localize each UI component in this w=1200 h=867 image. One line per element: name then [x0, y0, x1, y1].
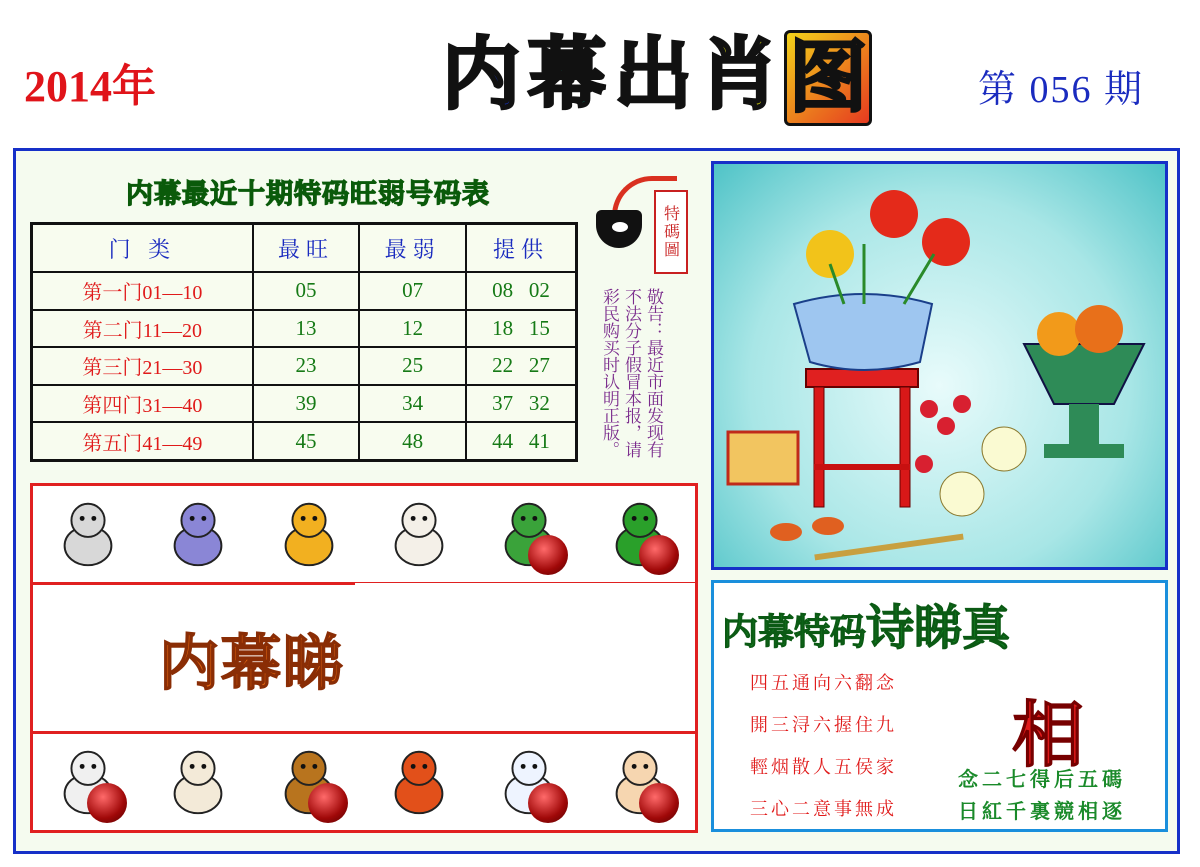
- table-row: [32, 310, 577, 348]
- poem-title: [722, 589, 1010, 658]
- provide-cell: 08 02: [466, 272, 577, 310]
- snake-icon: [599, 493, 681, 575]
- rooster-icon: [378, 741, 460, 823]
- group-cell: 第五门41—49: [32, 422, 253, 460]
- hot-cell: 45: [253, 422, 360, 460]
- title-char-2: 幕: [528, 30, 607, 120]
- goat-icon: [157, 741, 239, 823]
- provide-cell: 37 32: [466, 385, 577, 423]
- title-char-4: 肖: [700, 30, 779, 120]
- red-ball-marker: [639, 535, 679, 575]
- title-char-1: 内: [442, 30, 521, 120]
- poem-line: 四五通向六翻念: [750, 673, 897, 694]
- zodiac-top-row: [33, 486, 695, 582]
- header-cold: 最弱: [359, 224, 466, 273]
- group-cell: 第四门31—40: [32, 385, 253, 423]
- dragon-icon: [488, 493, 570, 575]
- still-life-image: [714, 164, 1165, 567]
- group-cell: 第二门11—20: [32, 310, 253, 348]
- poem-tail-line: 日紅千裏競相逐: [958, 799, 1126, 823]
- hot-cell: 13: [253, 310, 360, 348]
- hot-cell: 23: [253, 347, 360, 385]
- header-hot: 最旺: [253, 224, 360, 273]
- cold-cell: 34: [359, 385, 466, 423]
- page-title: [440, 30, 872, 126]
- hot-cell: 39: [253, 385, 360, 423]
- header-group: 门 类: [32, 224, 253, 273]
- red-ball-marker: [87, 783, 127, 823]
- flower-painting: [711, 161, 1168, 570]
- badge-label: 特碼圖: [654, 190, 688, 274]
- poem-line: 三心二意事無成: [750, 799, 897, 820]
- rat-icon: [47, 493, 129, 575]
- rabbit-icon: [378, 493, 460, 575]
- group-cell: 第一门01—10: [32, 272, 253, 310]
- zodiac-bottom-row: [33, 734, 695, 830]
- group-cell: 第三门21—30: [32, 347, 253, 385]
- provide-cell: 44 41: [466, 422, 577, 460]
- table-title: 内幕最近十期特码旺弱号码表: [126, 179, 490, 210]
- poem-answer: 相: [1012, 692, 1085, 777]
- header-provide: 提供: [466, 224, 577, 273]
- poem-line: 開三浔六握住九: [750, 715, 897, 736]
- title-char-3: 出: [614, 30, 693, 120]
- table-row: [32, 422, 577, 460]
- year-label: 2014年: [24, 62, 156, 111]
- tiger-icon: [268, 493, 350, 575]
- zodiac-big-text: 内幕睇: [159, 629, 345, 699]
- red-ball-marker: [308, 783, 348, 823]
- poem-tail-line: 念二七得后五碼: [958, 767, 1126, 791]
- notice-text: 敬告：最近市面发现有不法分子假冒本报，请彩民购买时认明正版。: [599, 288, 663, 458]
- poem-title-big: 诗睇真: [866, 600, 1011, 656]
- zodiac-panel: [30, 483, 698, 833]
- cold-cell: 25: [359, 347, 466, 385]
- table-row: [32, 347, 577, 385]
- cold-cell: 07: [359, 272, 466, 310]
- hot-cold-table: [30, 222, 578, 462]
- dog-icon: [488, 741, 570, 823]
- cold-cell: 12: [359, 310, 466, 348]
- hot-cell: 05: [253, 272, 360, 310]
- table-row: [32, 385, 577, 423]
- provide-cell: 22 27: [466, 347, 577, 385]
- blank-area: [355, 583, 695, 731]
- cold-cell: 48: [359, 422, 466, 460]
- ox-icon: [157, 493, 239, 575]
- table-row: [32, 272, 577, 310]
- red-ball-marker: [639, 783, 679, 823]
- issue-number: 第 056 期: [978, 69, 1145, 111]
- poem-line: 輕烟散人五侯家: [750, 757, 897, 778]
- provide-cell: 18 15: [466, 310, 577, 348]
- horse-icon: [47, 741, 129, 823]
- poem-title-small: 内幕特码: [722, 611, 867, 653]
- monkey-icon: [268, 741, 350, 823]
- title-char-5: 图: [784, 30, 872, 126]
- poem-box: [711, 580, 1168, 832]
- pig-icon: [599, 741, 681, 823]
- table-header-row: [32, 224, 577, 273]
